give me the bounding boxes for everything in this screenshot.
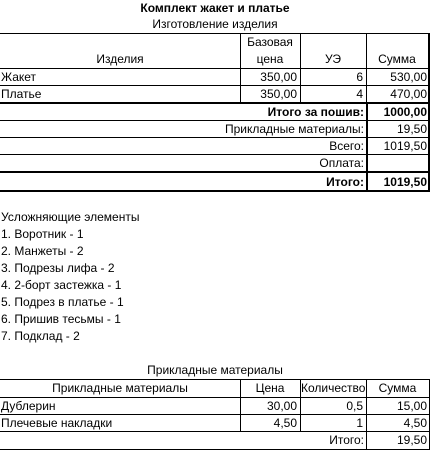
list-heading: Усложняющие элементы [1,210,140,224]
table-row-price: 4,50 [273,416,297,430]
summary-value-grand: 1019,50 [383,139,427,153]
list-item: 2. Манжеты - 2 [1,244,84,258]
col-header-sum: Сумма [378,381,417,395]
col-header-price-2: цена [256,52,284,66]
table-row-item: Платье [1,87,42,101]
materials-total-value: 19,50 [396,433,427,447]
document-title: Комплект жакет и платье [140,1,290,15]
list-item: 4. 2-борт застежка - 1 [1,278,122,292]
summary-value-final: 1019,50 [383,175,427,189]
summary-label-total-sewing: Итого за пошив: [267,105,364,119]
col-header-item: Изделия [96,52,144,66]
summary-label-materials: Прикладные материалы: [224,122,364,136]
table-row-qty: 1 [356,416,363,430]
table-row-sum: 15,00 [396,399,427,413]
list-item: 7. Подклад - 2 [1,329,80,343]
col-header-name: Прикладные материалы [52,381,188,395]
table-row-units: 4 [356,87,363,101]
table-row-qty: 0,5 [346,399,363,413]
summary-value-total-sewing: 1000,00 [383,105,427,119]
table-row-name: Плечевые накладки [1,416,113,430]
list-item: 3. Подрезы лифа - 2 [1,261,115,275]
col-header-price: Базовая [247,35,293,49]
table-row-units: 6 [356,70,363,84]
summary-label-grand: Всего: [329,139,364,153]
col-header-qty: Количество [301,381,366,395]
col-header-sum: Сумма [378,52,416,66]
col-header-units: УЭ [325,52,341,66]
table-row-price: 350,00 [260,87,297,101]
table-row-sum: 470,00 [390,87,427,101]
table-row-price: 350,00 [260,70,297,84]
table-row-sum: 4,50 [403,416,427,430]
summary-label-final: Итого: [326,175,364,189]
list-item: 1. Воротник - 1 [1,227,84,241]
list-item: 5. Подрез в платье - 1 [1,295,124,309]
section-subtitle: Изготовление изделия [152,17,278,31]
materials-total-label: Итого: [329,433,364,447]
table-row-sum: 530,00 [390,70,427,84]
table-row-price: 30,00 [266,399,297,413]
materials-subtitle: Прикладные материалы [147,363,283,377]
list-item: 6. Пришив тесьмы - 1 [1,312,121,326]
col-header-price: Цена [255,381,285,395]
summary-label-payment: Оплата: [319,156,364,170]
summary-value-materials: 19,50 [396,122,427,136]
table-row-item: Жакет [1,70,37,84]
table-row-name: Дублерин [1,399,56,413]
